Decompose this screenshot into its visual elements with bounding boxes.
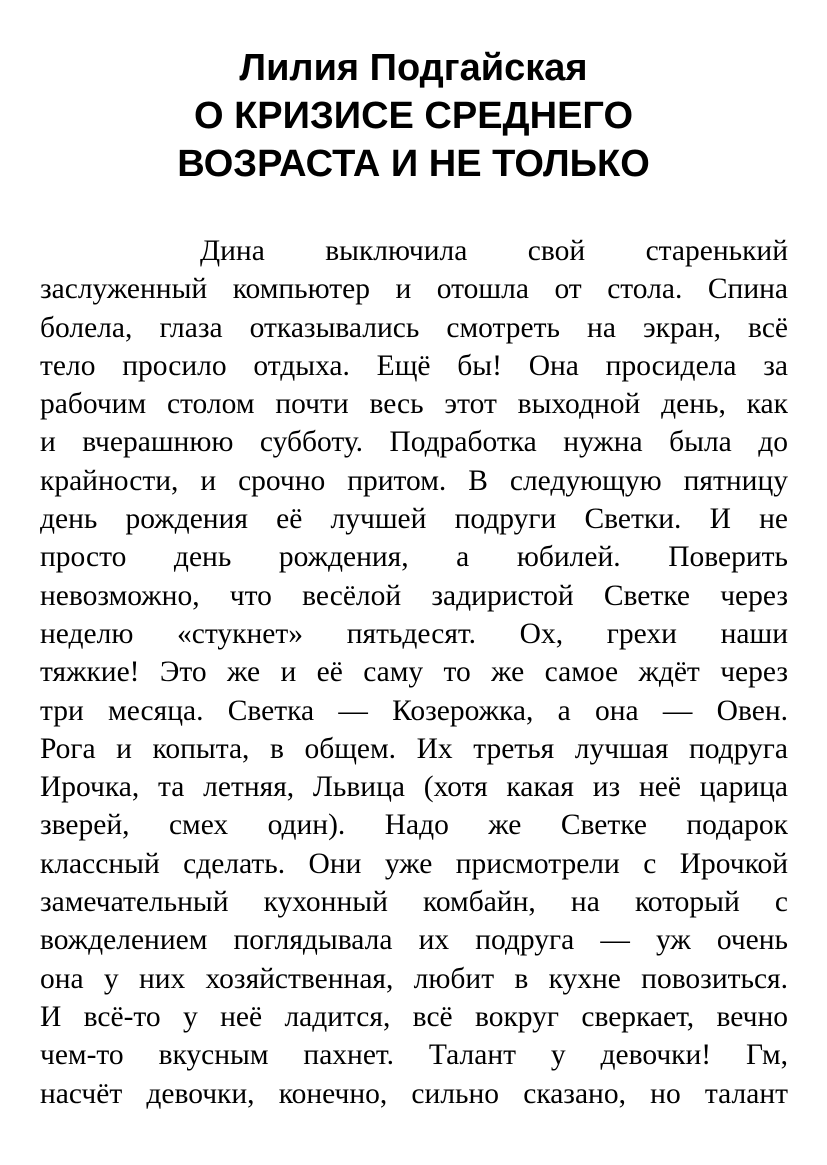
text-line: рабочим столом почти весь этот выходной день, как [40,388,788,421]
text-line: просто день рождения, а юбилей. Поверить [40,541,788,574]
title-block [0,44,827,188]
text-line: неделю «стукнет» пятьдесят. Ох, грехи наши [40,617,788,650]
text-line: классный сделать. Они уже присмотрели с Ирочкой [40,847,788,880]
text-line: она у них хозяйственная, любит в кухне повозиться. [40,962,788,995]
text-line: Дина выключила свой старенький [200,235,788,267]
text-line: заслуженный компьютер и отошла от стола. Спина [40,273,788,306]
text-line: Рога и копыта, в общем. Их третья лучшая подруга [40,732,788,765]
text-line: три месяца. Светка — Козерожка, а она — Овен. [40,694,788,727]
text-line: И всё-то у неё ладится, всё вокруг сверкает, вечно [40,1000,788,1033]
text-line: невозможно, что весёлой задиристой Светке через [40,579,788,612]
text-line: крайности, и срочно притом. В следующую пятницу [40,464,788,497]
text-line: чем-то вкусным пахнет. Талант у девочки! Гм, [40,1039,788,1072]
text-line: насчёт девочки, конечно, сильно сказано, но талант [40,1077,788,1110]
text-line: зверей, смех один). Надо же Светке подарок [40,809,788,842]
text-line: вожделением поглядывала их подруга — уж очень [40,924,788,957]
author-name: Лилия Подгайская [239,47,588,89]
text-line: Ирочка, та летняя, Львица (хотя какая из неё царица [40,771,788,804]
title-line-2: ВОЗРАСТА И НЕ ТОЛЬКО [177,143,650,185]
title-line-1: О КРИЗИСЕ СРЕДНЕГО [193,95,634,137]
text-line: болела, глаза отказывались смотреть на экран, всё [40,311,788,344]
text-line: тело просило отдыха. Ещё бы! Она просидела за [40,349,788,382]
text-line: тяжкие! Это же и её саму то же самое ждёт через [40,656,788,689]
body-paragraph [40,232,788,1113]
text-line: и вчерашнюю субботу. Подработка нужна была до [40,426,788,459]
text-line: замечательный кухонный комбайн, на который с [40,886,788,919]
text-line: день рождения её лучшей подруги Светки. И не [40,503,788,536]
